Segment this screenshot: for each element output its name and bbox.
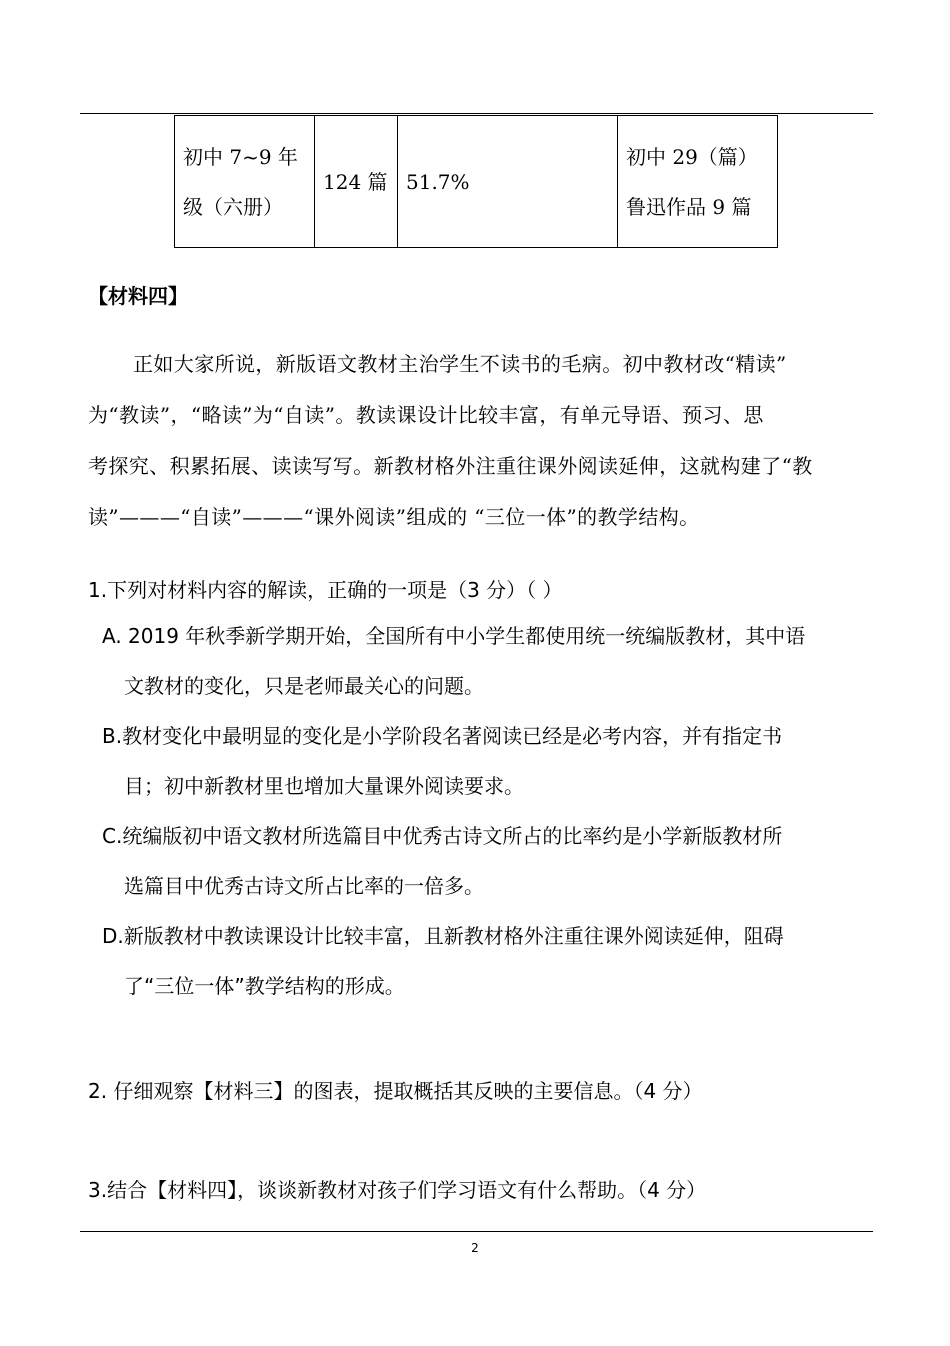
option-d-line-2: 了“三位一体”教学结构的形成。 [124,974,405,998]
note-cell [618,116,778,248]
footer-rule [80,1231,873,1232]
ratio-cell [398,116,618,248]
paragraph-line: 读”———“自读”———“课外阅读”组成的 “三位一体”的教学结构。 [88,505,700,529]
table-row [175,116,778,248]
header-rule [80,113,873,114]
paragraph-line: 为“教读”，“略读”为“自读”。教读课设计比较丰富，有单元导语、预习、思 [88,403,764,427]
grade-cell [175,116,315,248]
option-a-line-2: 文教材的变化，只是老师最关心的问题。 [124,674,484,698]
grade-line-2: 级（六册） [183,194,283,219]
question-3-stem: 3.结合【材料四】，谈谈新教材对孩子们学习语文有什么帮助。（4 分） [88,1178,707,1202]
count-cell [315,116,398,248]
ratio-value: 51.7% [406,169,470,194]
option-c [102,811,782,911]
grade-line-1: 初中 7~9 年 [183,144,298,169]
option-c-line-2: 选篇目中优秀古诗文所占比率的一倍多。 [124,874,484,898]
paragraph-line: 考探究、积累拓展、读读写写。新教材格外注重往课外阅读延伸，这就构建了“教 [88,454,813,478]
count-value: 124 篇 [323,169,388,194]
option-d-line-1: D.新版教材中教读课设计比较丰富，且新教材格外注重往课外阅读延伸，阻碍 [102,924,784,948]
page-number: 2 [471,1241,479,1255]
option-d [102,911,784,1011]
paragraph-line: 正如大家所说，新版语文教材主治学生不读书的毛病。初中教材改“精读” [133,352,787,376]
option-b-line-1: B.教材变化中最明显的变化是小学阶段名著阅读已经是必考内容，并有指定书 [102,724,783,748]
material4-paragraph [88,339,868,543]
option-a-line-1: A. 2019 年秋季新学期开始，全国所有中小学生都使用统一统编版教材，其中语 [102,624,806,648]
option-b [102,711,782,811]
option-c-line-1: C.统编版初中语文教材所选篇目中优秀古诗文所占的比率约是小学新版教材所 [102,824,783,848]
question-1-stem: 1.下列对材料内容的解读，正确的一项是（3 分）（ ） [88,578,563,602]
materials-table [174,115,778,248]
note-line-1: 初中 29（篇） [626,144,758,169]
option-b-line-2: 目；初中新教材里也增加大量课外阅读要求。 [124,774,524,798]
question-2-stem: 2. 仔细观察【材料三】的图表，提取概括其反映的主要信息。（4 分） [88,1079,703,1103]
material4-heading: 【材料四】 [88,284,188,308]
note-line-2: 鲁迅作品 9 篇 [626,194,752,219]
option-a [102,611,805,711]
